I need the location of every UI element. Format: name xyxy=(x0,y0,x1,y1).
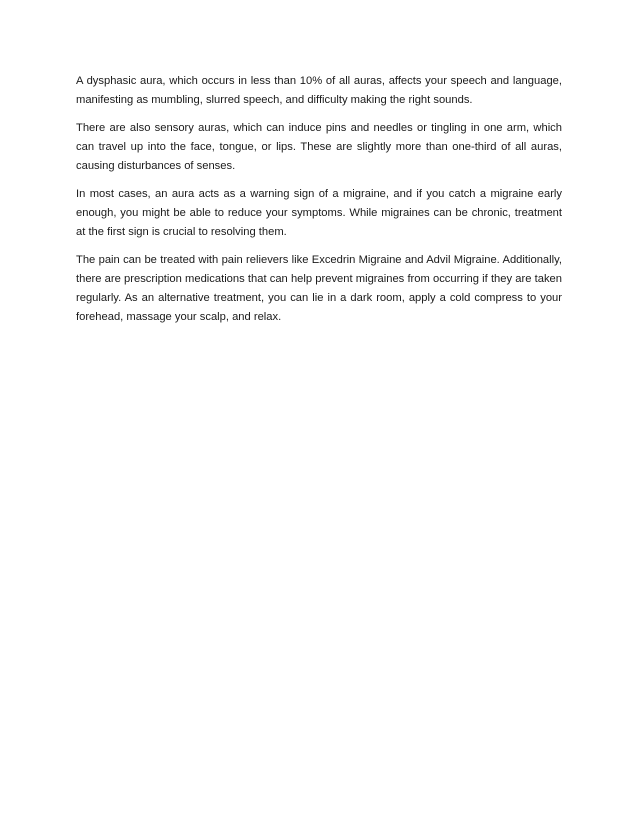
paragraph-dysphasic-aura: A dysphasic aura, which occurs in less than 10% of all auras, affects your speech and language, manifesting as mumbling, slurred speech, and difficulty making the right sounds. xyxy=(76,75,562,106)
paragraph-sensory-auras: There are also sensory auras, which can induce pins and needles or tingling in one arm, which can travel up into the face, tongue, or lips. These are slightly more than one-third of all auras, causing disturbances of senses. xyxy=(76,122,562,172)
document-body xyxy=(76,72,562,336)
paragraph-warning-sign: In most cases, an aura acts as a warning sign of a migraine, and if you catch a migraine early enough, you might be able to reduce your symptoms. While migraines can be chronic, treatment at the first sign is crucial to resolving them. xyxy=(76,188,562,238)
paragraph-treatment: The pain can be treated with pain relievers like Excedrin Migraine and Advil Migraine. Additionally, there are prescription medications that can help prevent migraines from occurring if they are taken regularly. As an alternative treatment, you can lie in a dark room, apply a cold compress to your forehead, massage your scalp, and relax. xyxy=(76,254,562,323)
